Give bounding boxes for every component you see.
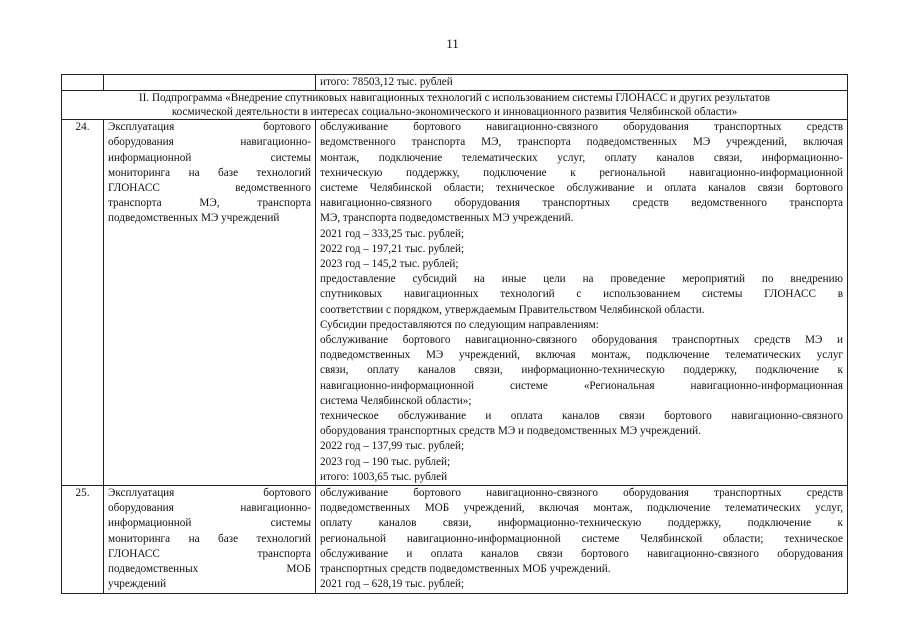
- total-row-num-cell: [62, 75, 104, 91]
- section-heading-line: II. Подпрограмма «Внедрение спутниковых навигационных технологий с использованием системы ГЛОНАСС и других результатов: [138, 92, 771, 105]
- table-row: [62, 486, 848, 593]
- row-body-line: монтаж, подключение телематических услуг, оплату каналов связи, информационно-: [320, 151, 843, 164]
- row-body-line: 2021 год – 628,19 тыс. рублей;: [320, 578, 465, 591]
- table-row: [62, 120, 848, 486]
- row-body: [316, 486, 848, 593]
- row-body-line: подведомственных МЭ учреждений, включая монтаж, подключение телематических услуг: [320, 349, 843, 362]
- row-title-line: ГЛОНАСС транспорта: [108, 547, 311, 560]
- row-body-line: 2022 год – 197,21 тыс. рублей;: [320, 242, 465, 255]
- row-title-line: мониторинга на базе технологий: [108, 532, 311, 545]
- row-body-line: 2023 год – 190 тыс. рублей;: [320, 455, 451, 468]
- row-title-line: информационной системы: [108, 517, 311, 530]
- row-body-line: обслуживание и оплата каналов связи бортового навигационно-связного оборудования: [320, 547, 843, 560]
- row-body-line: 2021 год – 333,25 тыс. рублей;: [320, 227, 465, 240]
- row-number: 24.: [62, 120, 104, 486]
- row-title: [104, 120, 316, 486]
- program-table: [61, 74, 848, 594]
- row-body-line: ведомственного транспорта МЭ, транспорта подведомственных МЭ учреждений, включая: [320, 136, 843, 149]
- row-body-line: подведомственных МОБ учреждений, включая монтаж, подключение телематических услуг,: [320, 502, 843, 515]
- row-body-line: региональной навигационно-информационной системе Челябинской области; техническое: [320, 532, 843, 545]
- row-body-line: спутниковых навигационных технологий с использованием системы ГЛОНАСС в: [320, 288, 843, 301]
- row-title-line: оборудования навигационно-: [108, 502, 311, 515]
- row-body-line: 2022 год – 137,99 тыс. рублей;: [320, 440, 465, 453]
- row-title-line: оборудования навигационно-: [108, 136, 311, 149]
- row-body-line: 2023 год – 145,2 тыс. рублей;: [320, 258, 459, 271]
- row-number: 25.: [62, 486, 104, 593]
- row-body-line: обслуживание бортового навигационно-связного оборудования транспортных средств МЭ и: [320, 334, 843, 347]
- row-title-line: ГЛОНАСС ведомственного: [108, 182, 311, 195]
- row-body-line: соответствии с порядком, утверждаемым Правительством Челябинской области.: [320, 303, 705, 316]
- row-body-line: системе Челябинской области; техническое обслуживание и оплата каналов связи бортового: [320, 182, 843, 195]
- row-title-line: учреждений: [108, 578, 167, 591]
- row-body-line: техническое обслуживание и оплата каналов связи бортового навигационно-связного: [320, 410, 843, 423]
- row-body-line: оборудования транспортных средств МЭ и подведомственных МЭ учреждений.: [320, 425, 701, 438]
- row-body-line: система Челябинской области»;: [320, 394, 472, 407]
- row-title-line: Эксплуатация бортового: [108, 121, 311, 134]
- row-title-line: подведомственных МЭ учреждений: [108, 212, 280, 225]
- row-body-line: МЭ, транспорта подведомственных МЭ учреждений.: [320, 212, 574, 225]
- row-title-line: информационной системы: [108, 151, 311, 164]
- row-body-line: транспортных средств подведомственных МОБ учреждений.: [320, 563, 611, 576]
- row-body-line: навигационно-связного оборудования транспортных средств ведомственного транспорта: [320, 197, 843, 210]
- section-heading-row: [62, 91, 848, 120]
- row-body-line: итого: 1003,65 тыс. рублей: [320, 470, 448, 483]
- row-title-line: транспорта МЭ, транспорта: [108, 197, 311, 210]
- section-heading: [62, 91, 848, 120]
- page-number: 11: [446, 36, 459, 51]
- row-body-line: обслуживание бортового навигационно-связного оборудования транспортных средств: [320, 121, 843, 134]
- row-title-line: подведомственных МОБ: [108, 563, 311, 576]
- row-body-line: навигационно-информационной системе «Региональная навигационно-информационная: [320, 379, 843, 392]
- row-title: [104, 486, 316, 593]
- row-body-line: техническую поддержку, подключение к региональной навигационно-информационной: [320, 166, 843, 179]
- row-title-line: мониторинга на базе технологий: [108, 166, 311, 179]
- row-body-line: связи, оплату каналов связи, информационно-техническую поддержку, подключение к: [320, 364, 843, 377]
- row-body-line: предоставление субсидий на иные цели на проведение мероприятий по внедрению: [320, 273, 843, 286]
- row-body-line: Субсидии предоставляются по следующим направлениям:: [320, 318, 599, 331]
- row-body-line: обслуживание бортового навигационно-связного оборудования транспортных средств: [320, 487, 843, 500]
- total-row: [62, 75, 848, 91]
- section-heading-line: космической деятельности в интересах социально-экономического и инновационного развития Челябинской области»: [171, 106, 738, 119]
- total-row-title-cell: [104, 75, 316, 91]
- row-title-line: Эксплуатация бортового: [108, 487, 311, 500]
- row-body-line: оплату каналов связи, информационно-техническую поддержку, подключение к: [320, 517, 843, 530]
- row-body: [316, 120, 848, 486]
- total-row-text: итого: 78503,12 тыс. рублей: [316, 75, 848, 91]
